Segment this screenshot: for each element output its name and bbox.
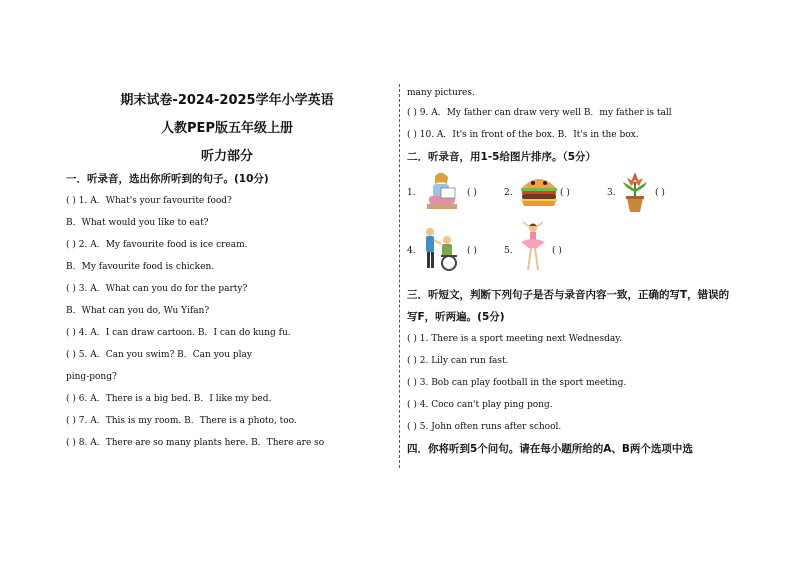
section3-heading: 三．听短文，判断下列句子是否与录音内容一致，正确的写T，错误的写F，听两遍。(5分) (407, 289, 730, 323)
ballet-dancer-icon (515, 220, 551, 276)
list-item: many pictures. (407, 88, 475, 98)
list-item: ( ) 1. A．What's your favourite food? (66, 196, 232, 206)
answer-blank[interactable]: ( ) (467, 246, 477, 256)
left-column (66, 88, 388, 454)
list-item: B．My favourite food is chicken. (66, 262, 215, 272)
section1-left (66, 168, 388, 454)
list-item: ( ) 7. A．This is my room. B．There is a photo, too. (66, 416, 297, 426)
list-item: ( ) 3. A．What can you do for the party? (66, 284, 248, 294)
pic-number: 5. (504, 246, 513, 256)
list-item: ( ) 4. Coco can't play ping pong. (407, 400, 553, 410)
wheelchair-helper-icon (421, 226, 461, 272)
pic-number: 1. (407, 188, 416, 198)
column-divider (399, 84, 401, 468)
right-column (407, 88, 737, 460)
reading-girl-icon (421, 170, 461, 212)
pic-number: 2. (504, 188, 513, 198)
picture-row-2 (407, 226, 737, 284)
section4-heading: 四．你将听到5个问句。请在每小题所给的A、B两个选项中选 (407, 443, 693, 455)
list-item: B．What would you like to eat? (66, 218, 209, 228)
pic-number: 4. (407, 246, 416, 256)
exam-title: 期末试卷-2024-2025学年小学英语 (120, 93, 334, 108)
list-item: ( ) 2. A．My favourite food is ice cream. (66, 240, 248, 250)
list-item: ( ) 2. Lily can run fast. (407, 356, 509, 366)
section3 (407, 284, 737, 460)
answer-blank[interactable]: ( ) (655, 188, 665, 198)
answer-blank[interactable]: ( ) (552, 246, 562, 256)
list-item: ( ) 4. A．I can draw cartoon. B．I can do kung fu. (66, 328, 291, 338)
pic-number: 3. (607, 188, 616, 198)
section1-heading: 一．听录音，选出你所听到的句子。(10分) (66, 173, 269, 185)
list-item: ( ) 9. A．My father can draw very well B．my father is tall (407, 108, 672, 118)
list-item: ( ) 3. Bob can play football in the sport meeting. (407, 378, 627, 388)
exam-subtitle: 人教PEP版五年级上册 (161, 121, 293, 136)
list-item: B．What can you do, Wu Yifan? (66, 306, 210, 316)
potted-flower-icon (619, 168, 651, 214)
list-item: ( ) 1. There is a sport meeting next Wednesday. (407, 334, 622, 344)
exam-part: 听力部分 (200, 149, 253, 164)
list-item: ping-pong? (66, 372, 117, 382)
section2-heading: 二．听录音，用1-5给图片排序。（5分） (407, 151, 597, 163)
list-item: ( ) 6. A．There is a big bed. B．I like my bed. (66, 394, 272, 404)
answer-blank[interactable]: ( ) (560, 188, 570, 198)
list-item: ( ) 5. A．Can you swim? B．Can you play (66, 350, 252, 360)
list-item: ( ) 8. A．There are so many plants here. B．There are so (66, 438, 325, 448)
answer-blank[interactable]: ( ) (467, 188, 477, 198)
picture-row-1 (407, 168, 737, 226)
section1-right (407, 84, 737, 168)
hamburger-icon (519, 174, 559, 208)
list-item: ( ) 5. John often runs after school. (407, 422, 562, 432)
list-item: ( ) 10. A．It's in front of the box. B．It's in the box. (407, 130, 639, 140)
